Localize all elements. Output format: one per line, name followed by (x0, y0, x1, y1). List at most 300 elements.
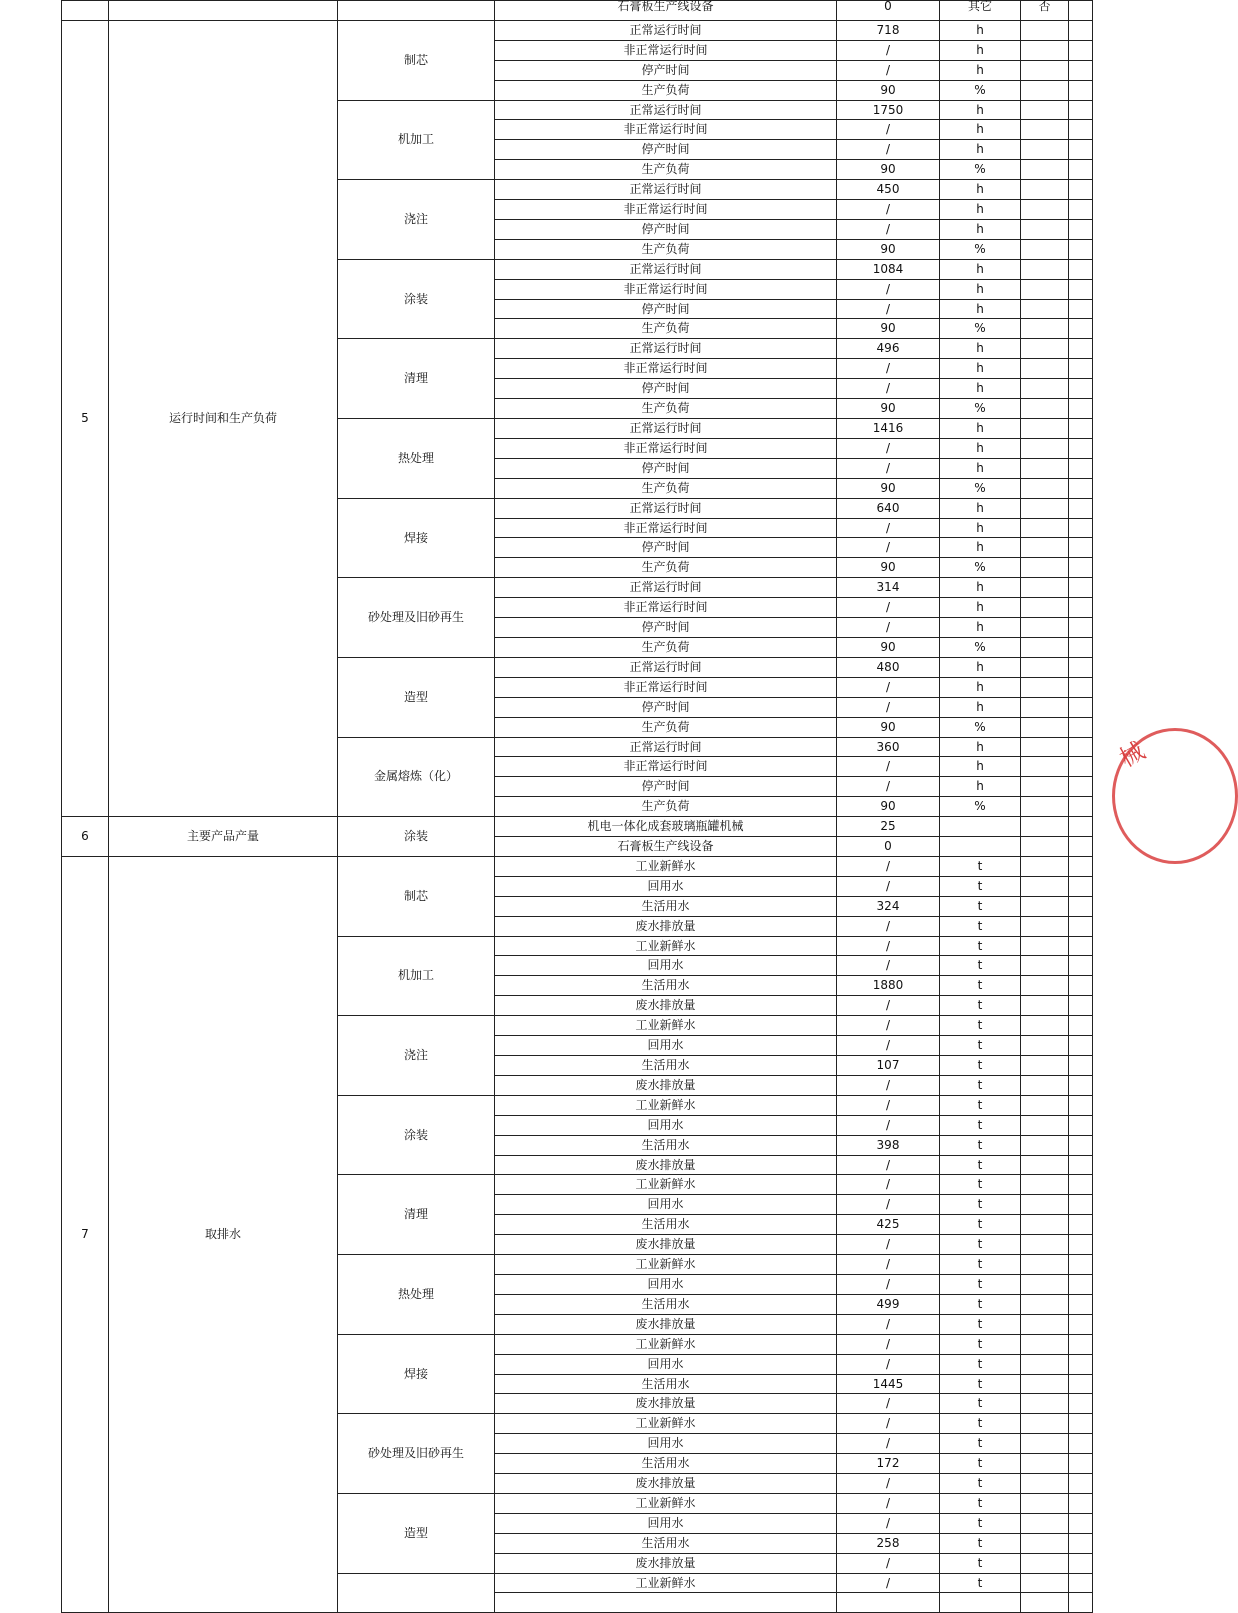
row-extra (1069, 558, 1093, 578)
row-note (1021, 279, 1069, 299)
process-name: 涂装 (338, 1095, 495, 1175)
row-note (1021, 956, 1069, 976)
row-item: 停产时间 (495, 219, 837, 239)
row-value: / (837, 856, 940, 876)
row-item: 废水排放量 (495, 1235, 837, 1255)
row-item: 工业新鲜水 (495, 1414, 837, 1434)
row-unit: h (940, 458, 1021, 478)
row-unit: % (940, 478, 1021, 498)
row-value: 718 (837, 20, 940, 40)
row-item: 石膏板生产线设备 (495, 837, 837, 857)
row-extra (1069, 399, 1093, 419)
row-unit: h (940, 498, 1021, 518)
row-extra (1069, 239, 1093, 259)
row-extra (1069, 1274, 1093, 1294)
row-unit: t (940, 916, 1021, 936)
row-item: 废水排放量 (495, 1474, 837, 1494)
row-unit: t (940, 1334, 1021, 1354)
row-extra (1069, 1155, 1093, 1175)
row-unit: % (940, 160, 1021, 180)
row-extra (1069, 996, 1093, 1016)
row-value: 258 (837, 1533, 940, 1553)
row-note (1021, 657, 1069, 677)
row-item: 生产负荷 (495, 399, 837, 419)
row-value: / (837, 1493, 940, 1513)
row-note (1021, 837, 1069, 857)
row-unit: t (940, 1175, 1021, 1195)
row-unit: t (940, 1115, 1021, 1135)
row-item: 生产负荷 (495, 637, 837, 657)
row-unit: % (940, 717, 1021, 737)
row-unit: h (940, 100, 1021, 120)
row-extra (1069, 1215, 1093, 1235)
row-unit: h (940, 657, 1021, 677)
row-extra (1069, 1493, 1093, 1513)
section-title: 运行时间和生产负荷 (109, 20, 338, 816)
row-item: 非正常运行时间 (495, 279, 837, 299)
row-note (1021, 1334, 1069, 1354)
row-note (1021, 1215, 1069, 1235)
row-extra (1069, 1394, 1093, 1414)
process-name: 机加工 (338, 100, 495, 180)
row-note (1021, 1454, 1069, 1474)
row-item: 工业新鲜水 (495, 1573, 837, 1593)
row-note (1021, 339, 1069, 359)
row-extra (1069, 299, 1093, 319)
row-item: 正常运行时间 (495, 20, 837, 40)
row-extra (1069, 1294, 1093, 1314)
row-extra (1069, 120, 1093, 140)
row-item: 非正常运行时间 (495, 120, 837, 140)
row-extra (1069, 1016, 1093, 1036)
row-value: / (837, 379, 940, 399)
row-value: / (837, 1414, 940, 1434)
row-extra (1069, 100, 1093, 120)
row-item: 工业新鲜水 (495, 856, 837, 876)
row-value: / (837, 1513, 940, 1533)
row-item: 正常运行时间 (495, 339, 837, 359)
row-unit: h (940, 518, 1021, 538)
records-table (61, 0, 1093, 1613)
row-value: / (837, 598, 940, 618)
row-unit: h (940, 279, 1021, 299)
row-note (1021, 1016, 1069, 1036)
row-extra (1069, 478, 1093, 498)
process-name: 砂处理及旧砂再生 (338, 578, 495, 658)
row-item: 生产负荷 (495, 717, 837, 737)
row-item: 停产时间 (495, 60, 837, 80)
row-extra (1069, 518, 1093, 538)
row-unit: h (940, 40, 1021, 60)
row-value: 25 (837, 817, 940, 837)
row-extra (1069, 60, 1093, 80)
row-item: 工业新鲜水 (495, 1255, 837, 1275)
row-note (1021, 1235, 1069, 1255)
row-extra (1069, 876, 1093, 896)
row-value: / (837, 1255, 940, 1275)
section-no: 7 (62, 856, 109, 1612)
row-item: 废水排放量 (495, 1155, 837, 1175)
row-extra (1069, 1334, 1093, 1354)
row-unit: t (940, 1533, 1021, 1553)
row-unit: t (940, 1394, 1021, 1414)
row-value: / (837, 1155, 940, 1175)
row-item: 生产负荷 (495, 80, 837, 100)
row-value: 1084 (837, 259, 940, 279)
row-note (1021, 697, 1069, 717)
row-note (1021, 717, 1069, 737)
row-unit: t (940, 996, 1021, 1016)
process-name: 涂装 (338, 259, 495, 339)
row-extra (1069, 1175, 1093, 1195)
row-extra (1069, 319, 1093, 339)
row-item: 非正常运行时间 (495, 677, 837, 697)
row-value: / (837, 1434, 940, 1454)
row-value: / (837, 1573, 940, 1593)
row-note (1021, 1075, 1069, 1095)
row-note (1021, 1573, 1069, 1593)
table-row (62, 20, 1093, 40)
row-unit: t (940, 1095, 1021, 1115)
row-extra (1069, 1095, 1093, 1115)
row-value: / (837, 936, 940, 956)
row-unit: t (940, 1493, 1021, 1513)
process-name: 清理 (338, 1175, 495, 1255)
row-note (1021, 1314, 1069, 1334)
row-unit: h (940, 379, 1021, 399)
row-extra (1069, 538, 1093, 558)
row-extra (1069, 837, 1093, 857)
process-name: 浇注 (338, 1016, 495, 1096)
row-item: 废水排放量 (495, 1314, 837, 1334)
row-extra (1069, 618, 1093, 638)
row-extra (1069, 1135, 1093, 1155)
row-extra (1069, 20, 1093, 40)
row-note (1021, 896, 1069, 916)
section-title: 主要产品产量 (109, 817, 338, 857)
row-note (1021, 518, 1069, 538)
row-value: / (837, 1095, 940, 1115)
row-value: / (837, 40, 940, 60)
row-value: 480 (837, 657, 940, 677)
row-note (1021, 558, 1069, 578)
process-cell (338, 1, 495, 21)
seal-glyph: 械 (1114, 736, 1150, 773)
row-extra (1069, 359, 1093, 379)
row-extra (1069, 200, 1093, 220)
row-unit: h (940, 757, 1021, 777)
row-value: / (837, 677, 940, 697)
row-item: 正常运行时间 (495, 498, 837, 518)
row-extra (1069, 1593, 1093, 1613)
row-item: 工业新鲜水 (495, 1334, 837, 1354)
process-name: 浇注 (338, 180, 495, 260)
section-no: 6 (62, 817, 109, 857)
row-value: / (837, 876, 940, 896)
row-unit: t (940, 1374, 1021, 1394)
row-unit: h (940, 737, 1021, 757)
row-unit: t (940, 896, 1021, 916)
row-item: 回用水 (495, 1354, 837, 1374)
row-value: 172 (837, 1454, 940, 1474)
row-item: 生产负荷 (495, 558, 837, 578)
row-item: 废水排放量 (495, 916, 837, 936)
row-item: 废水排放量 (495, 996, 837, 1016)
row-unit: t (940, 1135, 1021, 1155)
row-extra (1069, 777, 1093, 797)
row-note (1021, 1274, 1069, 1294)
process-name: 制芯 (338, 20, 495, 100)
row-item: 废水排放量 (495, 1394, 837, 1414)
row-value: / (837, 538, 940, 558)
row-note (1021, 1434, 1069, 1454)
note-cell: 否 (1021, 1, 1069, 21)
row-unit: h (940, 120, 1021, 140)
row-unit: h (940, 538, 1021, 558)
row-extra (1069, 1036, 1093, 1056)
row-extra (1069, 657, 1093, 677)
extra-cell (1069, 1, 1093, 21)
row-note (1021, 1553, 1069, 1573)
row-extra (1069, 160, 1093, 180)
row-note (1021, 976, 1069, 996)
row-item: 工业新鲜水 (495, 1493, 837, 1513)
row-value: 90 (837, 717, 940, 737)
row-unit: t (940, 876, 1021, 896)
row-extra (1069, 419, 1093, 439)
row-unit: t (940, 1274, 1021, 1294)
row-unit: h (940, 339, 1021, 359)
row-note (1021, 1135, 1069, 1155)
row-value: / (837, 1115, 940, 1135)
row-unit: t (940, 1075, 1021, 1095)
row-unit: h (940, 60, 1021, 80)
row-item: 非正常运行时间 (495, 359, 837, 379)
row-extra (1069, 817, 1093, 837)
row-extra (1069, 1474, 1093, 1494)
value-cell: 0 (837, 1, 940, 21)
row-item: 生活用水 (495, 1454, 837, 1474)
row-item: 生活用水 (495, 1135, 837, 1155)
row-note (1021, 1513, 1069, 1533)
row-unit: % (940, 558, 1021, 578)
row-extra (1069, 637, 1093, 657)
row-value: 425 (837, 1215, 940, 1235)
row-extra (1069, 1255, 1093, 1275)
row-value: 90 (837, 160, 940, 180)
row-unit: t (940, 1016, 1021, 1036)
row-note (1021, 1374, 1069, 1394)
row-item: 正常运行时间 (495, 419, 837, 439)
row-note (1021, 359, 1069, 379)
row-extra (1069, 40, 1093, 60)
row-unit: h (940, 219, 1021, 239)
row-value: / (837, 1354, 940, 1374)
row-item: 停产时间 (495, 697, 837, 717)
row-note (1021, 438, 1069, 458)
row-value: / (837, 996, 940, 1016)
row-unit: t (940, 1255, 1021, 1275)
row-note (1021, 20, 1069, 40)
row-unit: t (940, 1155, 1021, 1175)
row-item: 停产时间 (495, 379, 837, 399)
row-note (1021, 239, 1069, 259)
row-item: 停产时间 (495, 618, 837, 638)
row-item: 生活用水 (495, 1374, 837, 1394)
row-item: 生活用水 (495, 896, 837, 916)
row-unit: % (940, 80, 1021, 100)
row-value: / (837, 697, 940, 717)
row-note (1021, 419, 1069, 439)
row-extra (1069, 1414, 1093, 1434)
row-unit: t (940, 1235, 1021, 1255)
row-unit: h (940, 259, 1021, 279)
row-unit: t (940, 1354, 1021, 1374)
row-extra (1069, 856, 1093, 876)
row-value: 90 (837, 637, 940, 657)
process-name: 造型 (338, 657, 495, 737)
row-extra (1069, 1513, 1093, 1533)
row-value: 107 (837, 1056, 940, 1076)
row-note (1021, 677, 1069, 697)
row-unit: t (940, 1294, 1021, 1314)
row-value: / (837, 1394, 940, 1414)
row-unit: t (940, 956, 1021, 976)
row-value: 324 (837, 896, 940, 916)
row-item: 回用水 (495, 1195, 837, 1215)
row-note (1021, 1533, 1069, 1553)
row-extra (1069, 956, 1093, 976)
row-item: 停产时间 (495, 299, 837, 319)
row-extra (1069, 976, 1093, 996)
row-note (1021, 1155, 1069, 1175)
row-extra (1069, 1553, 1093, 1573)
process-name: 焊接 (338, 1334, 495, 1414)
process-name: 造型 (338, 1493, 495, 1573)
row-item: 废水排放量 (495, 1553, 837, 1573)
row-unit: h (940, 618, 1021, 638)
row-value: 499 (837, 1294, 940, 1314)
row-unit: h (940, 697, 1021, 717)
row-unit (940, 817, 1021, 837)
row-unit: h (940, 419, 1021, 439)
row-value: / (837, 279, 940, 299)
row-item: 正常运行时间 (495, 259, 837, 279)
row-unit: h (940, 180, 1021, 200)
row-unit: t (940, 856, 1021, 876)
row-unit (940, 1593, 1021, 1613)
row-item: 生产负荷 (495, 478, 837, 498)
row-note (1021, 1195, 1069, 1215)
process-name: 焊接 (338, 498, 495, 578)
row-note (1021, 120, 1069, 140)
row-unit: h (940, 438, 1021, 458)
row-item: 工业新鲜水 (495, 936, 837, 956)
row-item: 生活用水 (495, 976, 837, 996)
row-note (1021, 737, 1069, 757)
row-item: 停产时间 (495, 777, 837, 797)
row-extra (1069, 737, 1093, 757)
row-note (1021, 538, 1069, 558)
row-value: / (837, 1075, 940, 1095)
process-name: 清理 (338, 339, 495, 419)
row-note (1021, 817, 1069, 837)
row-unit (940, 837, 1021, 857)
row-extra (1069, 1075, 1093, 1095)
row-extra (1069, 797, 1093, 817)
row-value: 90 (837, 558, 940, 578)
row-extra (1069, 697, 1093, 717)
row-note (1021, 40, 1069, 60)
row-item: 停产时间 (495, 458, 837, 478)
row-unit: h (940, 200, 1021, 220)
row-note (1021, 996, 1069, 1016)
row-extra (1069, 1434, 1093, 1454)
row-extra (1069, 598, 1093, 618)
row-value: / (837, 1175, 940, 1195)
row-unit: t (940, 1573, 1021, 1593)
row-note (1021, 1115, 1069, 1135)
row-unit: % (940, 637, 1021, 657)
row-note (1021, 1056, 1069, 1076)
row-item: 生产负荷 (495, 160, 837, 180)
row-value: / (837, 219, 940, 239)
row-value: / (837, 200, 940, 220)
row-note (1021, 1474, 1069, 1494)
no-cell (62, 1, 109, 21)
process-name: 砂处理及旧砂再生 (338, 1414, 495, 1494)
row-note (1021, 1493, 1069, 1513)
row-value: / (837, 1474, 940, 1494)
row-value: / (837, 438, 940, 458)
row-unit: h (940, 299, 1021, 319)
row-value: 1445 (837, 1374, 940, 1394)
row-value: 90 (837, 399, 940, 419)
row-unit: % (940, 797, 1021, 817)
row-item: 回用水 (495, 1513, 837, 1533)
row-extra (1069, 438, 1093, 458)
row-unit: t (940, 1314, 1021, 1334)
row-unit: % (940, 399, 1021, 419)
row-value: / (837, 60, 940, 80)
row-unit: % (940, 239, 1021, 259)
row-note (1021, 777, 1069, 797)
row-unit: t (940, 1036, 1021, 1056)
row-item: 工业新鲜水 (495, 1016, 837, 1036)
row-unit: h (940, 359, 1021, 379)
row-unit: % (940, 319, 1021, 339)
row-note (1021, 1255, 1069, 1275)
row-item: 非正常运行时间 (495, 438, 837, 458)
row-value: / (837, 1274, 940, 1294)
row-extra (1069, 1454, 1093, 1474)
row-item: 生产负荷 (495, 239, 837, 259)
row-item: 生活用水 (495, 1056, 837, 1076)
row-extra (1069, 140, 1093, 160)
row-extra (1069, 896, 1093, 916)
row-note (1021, 1294, 1069, 1314)
row-value: 360 (837, 737, 940, 757)
row-item: 生产负荷 (495, 797, 837, 817)
row-value: / (837, 777, 940, 797)
row-item: 生活用水 (495, 1215, 837, 1235)
row-value: 90 (837, 80, 940, 100)
row-extra (1069, 717, 1093, 737)
row-value: / (837, 1036, 940, 1056)
row-unit: t (940, 1454, 1021, 1474)
row-unit: t (940, 976, 1021, 996)
row-item: 非正常运行时间 (495, 598, 837, 618)
